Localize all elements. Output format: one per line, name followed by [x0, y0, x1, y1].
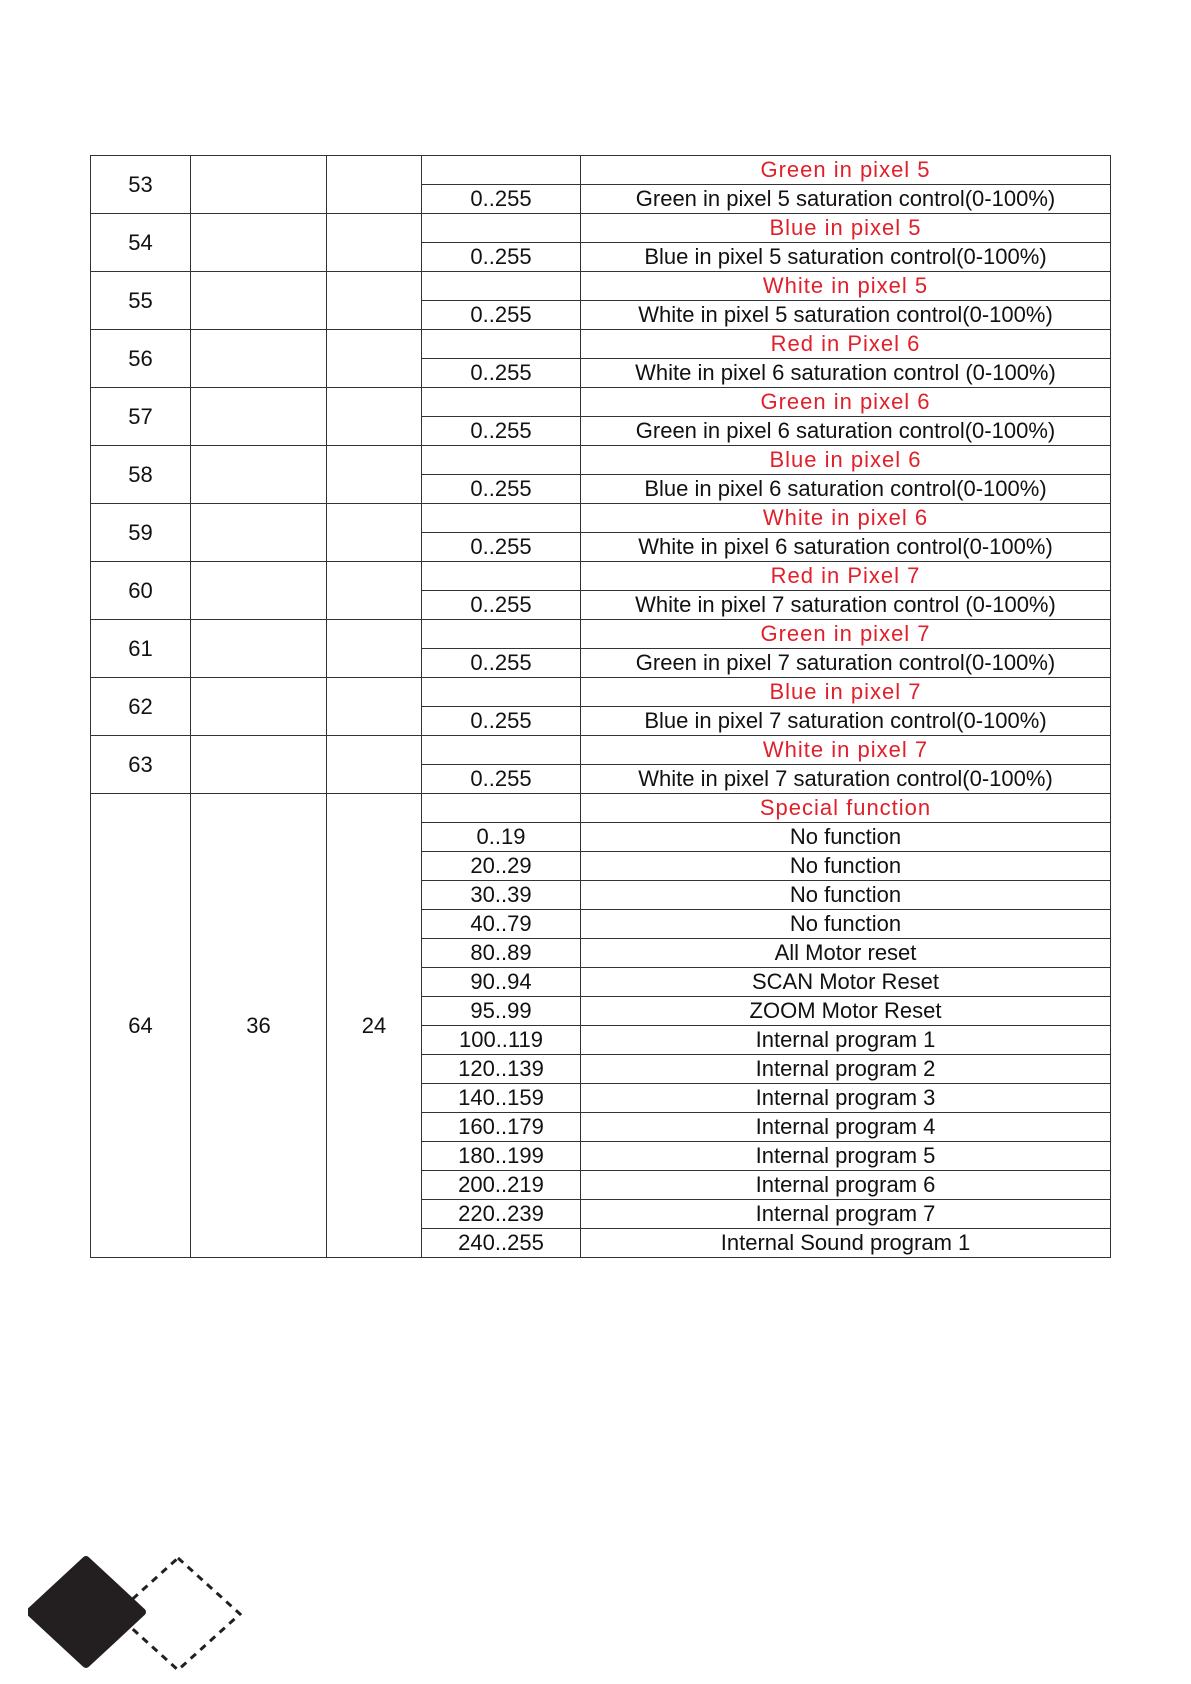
dmx-value-range: 160..179	[422, 1113, 581, 1142]
empty-cell	[422, 620, 581, 649]
empty-cell	[422, 504, 581, 533]
dmx-value-range: 0..255	[422, 243, 581, 272]
channel-number: 36	[191, 794, 327, 1258]
channel-number: 64	[91, 794, 191, 1258]
dmx-value-range: 120..139	[422, 1055, 581, 1084]
dmx-value-range: 200..219	[422, 1171, 581, 1200]
channel-number: 58	[91, 446, 191, 504]
function-header: Green in pixel 7	[581, 620, 1111, 649]
table-row	[91, 330, 1111, 359]
channel-number: 62	[91, 678, 191, 736]
function-description: Internal program 5	[581, 1142, 1111, 1171]
dmx-value-range: 20..29	[422, 852, 581, 881]
function-header: White in pixel 7	[581, 736, 1111, 765]
empty-cell	[191, 388, 327, 446]
function-description: Internal program 2	[581, 1055, 1111, 1084]
empty-cell	[327, 736, 422, 794]
function-description: Green in pixel 5 saturation control(0-100%)	[581, 185, 1111, 214]
function-description: Green in pixel 6 saturation control(0-100%)	[581, 417, 1111, 446]
channel-number: 59	[91, 504, 191, 562]
function-description: Green in pixel 7 saturation control(0-100%)	[581, 649, 1111, 678]
dmx-value-range: 0..255	[422, 417, 581, 446]
function-description: Internal program 4	[581, 1113, 1111, 1142]
channel-number: 55	[91, 272, 191, 330]
function-header: Blue in pixel 5	[581, 214, 1111, 243]
channel-number: 60	[91, 562, 191, 620]
dmx-value-range: 0..255	[422, 591, 581, 620]
empty-cell	[422, 330, 581, 359]
table-row	[91, 156, 1111, 185]
function-description: All Motor reset	[581, 939, 1111, 968]
empty-cell	[327, 214, 422, 272]
function-header: Blue in pixel 6	[581, 446, 1111, 475]
empty-cell	[422, 678, 581, 707]
empty-cell	[327, 678, 422, 736]
function-description: No function	[581, 823, 1111, 852]
dmx-value-range: 180..199	[422, 1142, 581, 1171]
dmx-value-range: 0..255	[422, 359, 581, 388]
empty-cell	[327, 504, 422, 562]
channel-number: 24	[327, 794, 422, 1258]
empty-cell	[191, 330, 327, 388]
channel-number: 61	[91, 620, 191, 678]
empty-cell	[422, 388, 581, 417]
empty-cell	[327, 156, 422, 214]
empty-cell	[191, 562, 327, 620]
function-header: Blue in pixel 7	[581, 678, 1111, 707]
table-row	[91, 620, 1111, 649]
table-row	[91, 272, 1111, 301]
function-description: No function	[581, 881, 1111, 910]
dmx-value-range: 0..255	[422, 765, 581, 794]
table-row	[91, 736, 1111, 765]
function-header: White in pixel 5	[581, 272, 1111, 301]
table-body	[91, 156, 1111, 1258]
empty-cell	[422, 272, 581, 301]
empty-cell	[327, 446, 422, 504]
function-description: White in pixel 7 saturation control(0-100%)	[581, 765, 1111, 794]
channel-number: 63	[91, 736, 191, 794]
function-description: Internal program 1	[581, 1026, 1111, 1055]
dmx-value-range: 0..255	[422, 475, 581, 504]
function-description: No function	[581, 852, 1111, 881]
dmx-value-range: 140..159	[422, 1084, 581, 1113]
function-description: White in pixel 5 saturation control(0-100%)	[581, 301, 1111, 330]
empty-cell	[327, 562, 422, 620]
function-header: White in pixel 6	[581, 504, 1111, 533]
function-description: Blue in pixel 5 saturation control(0-100%)	[581, 243, 1111, 272]
table-row	[91, 504, 1111, 533]
function-description: White in pixel 6 saturation control (0-100%)	[581, 359, 1111, 388]
dmx-value-range: 220..239	[422, 1200, 581, 1229]
function-description: Internal program 7	[581, 1200, 1111, 1229]
table-row	[91, 388, 1111, 417]
empty-cell	[422, 794, 581, 823]
function-header: Red in Pixel 6	[581, 330, 1111, 359]
empty-cell	[191, 214, 327, 272]
dmx-value-range: 40..79	[422, 910, 581, 939]
dmx-value-range: 0..255	[422, 707, 581, 736]
function-description: Blue in pixel 7 saturation control(0-100%)	[581, 707, 1111, 736]
empty-cell	[422, 156, 581, 185]
dmx-value-range: 30..39	[422, 881, 581, 910]
channel-number: 57	[91, 388, 191, 446]
empty-cell	[191, 736, 327, 794]
empty-cell	[191, 156, 327, 214]
empty-cell	[191, 678, 327, 736]
empty-cell	[422, 562, 581, 591]
function-description: White in pixel 7 saturation control (0-100%)	[581, 591, 1111, 620]
dmx-value-range: 80..89	[422, 939, 581, 968]
brand-logo	[28, 1552, 248, 1672]
function-description: White in pixel 6 saturation control(0-100%)	[581, 533, 1111, 562]
table-row	[91, 678, 1111, 707]
empty-cell	[422, 446, 581, 475]
function-description: No function	[581, 910, 1111, 939]
dmx-channel-table	[90, 155, 1111, 1258]
function-description: Internal program 3	[581, 1084, 1111, 1113]
empty-cell	[191, 620, 327, 678]
dmx-value-range: 0..255	[422, 301, 581, 330]
empty-cell	[327, 388, 422, 446]
dmx-value-range: 100..119	[422, 1026, 581, 1055]
function-header: Green in pixel 6	[581, 388, 1111, 417]
table-row	[91, 794, 1111, 823]
dmx-value-range: 0..255	[422, 649, 581, 678]
channel-number: 54	[91, 214, 191, 272]
function-header: Red in Pixel 7	[581, 562, 1111, 591]
table-row	[91, 214, 1111, 243]
empty-cell	[422, 214, 581, 243]
function-header: Green in pixel 5	[581, 156, 1111, 185]
function-description: ZOOM Motor Reset	[581, 997, 1111, 1026]
empty-cell	[327, 330, 422, 388]
dmx-value-range: 0..19	[422, 823, 581, 852]
table-row	[91, 446, 1111, 475]
empty-cell	[191, 272, 327, 330]
channel-number: 53	[91, 156, 191, 214]
empty-cell	[327, 272, 422, 330]
dmx-value-range: 240..255	[422, 1229, 581, 1258]
empty-cell	[191, 446, 327, 504]
table-row	[91, 562, 1111, 591]
function-description: SCAN Motor Reset	[581, 968, 1111, 997]
channel-number: 56	[91, 330, 191, 388]
empty-cell	[327, 620, 422, 678]
function-header: Special function	[581, 794, 1111, 823]
dmx-value-range: 95..99	[422, 997, 581, 1026]
function-description: Blue in pixel 6 saturation control(0-100%)	[581, 475, 1111, 504]
dmx-value-range: 90..94	[422, 968, 581, 997]
dmx-value-range: 0..255	[422, 533, 581, 562]
function-description: Internal Sound program 1	[581, 1229, 1111, 1258]
empty-cell	[191, 504, 327, 562]
function-description: Internal program 6	[581, 1171, 1111, 1200]
empty-cell	[422, 736, 581, 765]
dmx-value-range: 0..255	[422, 185, 581, 214]
